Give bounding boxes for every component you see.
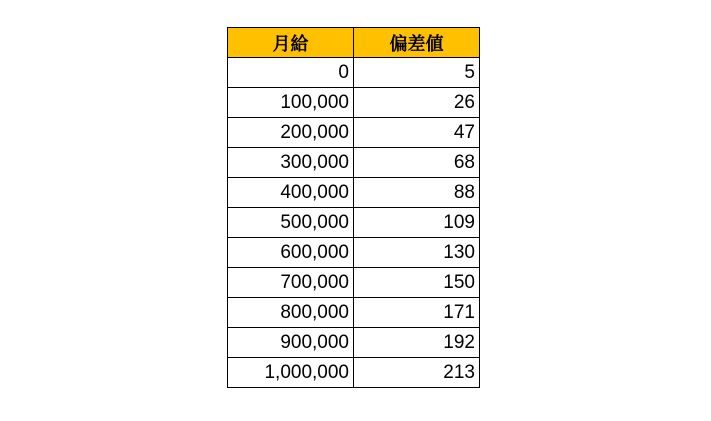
table-row [228, 148, 480, 178]
table-row [228, 358, 480, 388]
salary-cell[interactable]: 900,000 [228, 328, 354, 358]
salary-cell[interactable]: 200,000 [228, 118, 354, 148]
deviation-score-cell[interactable]: 109 [354, 208, 480, 238]
table-row [228, 88, 480, 118]
header-row [228, 28, 480, 58]
salary-cell[interactable]: 100,000 [228, 88, 354, 118]
deviation-score-cell[interactable]: 26 [354, 88, 480, 118]
salary-cell[interactable]: 500,000 [228, 208, 354, 238]
deviation-score-cell[interactable]: 68 [354, 148, 480, 178]
salary-deviation-table [227, 27, 480, 388]
deviation-score-cell[interactable]: 47 [354, 118, 480, 148]
deviation-score-cell[interactable]: 88 [354, 178, 480, 208]
table-row [228, 208, 480, 238]
deviation-score-cell[interactable]: 213 [354, 358, 480, 388]
salary-cell[interactable]: 0 [228, 58, 354, 88]
table-row [228, 118, 480, 148]
salary-cell[interactable]: 300,000 [228, 148, 354, 178]
deviation-score-cell[interactable]: 192 [354, 328, 480, 358]
salary-cell[interactable]: 1,000,000 [228, 358, 354, 388]
table-row [228, 238, 480, 268]
header-salary[interactable]: 月給 [228, 28, 354, 58]
salary-cell[interactable]: 800,000 [228, 298, 354, 328]
table-row [228, 298, 480, 328]
header-deviation-score[interactable]: 偏差値 [354, 28, 480, 58]
table-row [228, 58, 480, 88]
table-row [228, 178, 480, 208]
table-row [228, 268, 480, 298]
table-row [228, 328, 480, 358]
salary-cell[interactable]: 600,000 [228, 238, 354, 268]
deviation-score-cell[interactable]: 150 [354, 268, 480, 298]
deviation-score-cell[interactable]: 171 [354, 298, 480, 328]
deviation-score-cell[interactable]: 5 [354, 58, 480, 88]
salary-cell[interactable]: 400,000 [228, 178, 354, 208]
deviation-score-cell[interactable]: 130 [354, 238, 480, 268]
salary-cell[interactable]: 700,000 [228, 268, 354, 298]
